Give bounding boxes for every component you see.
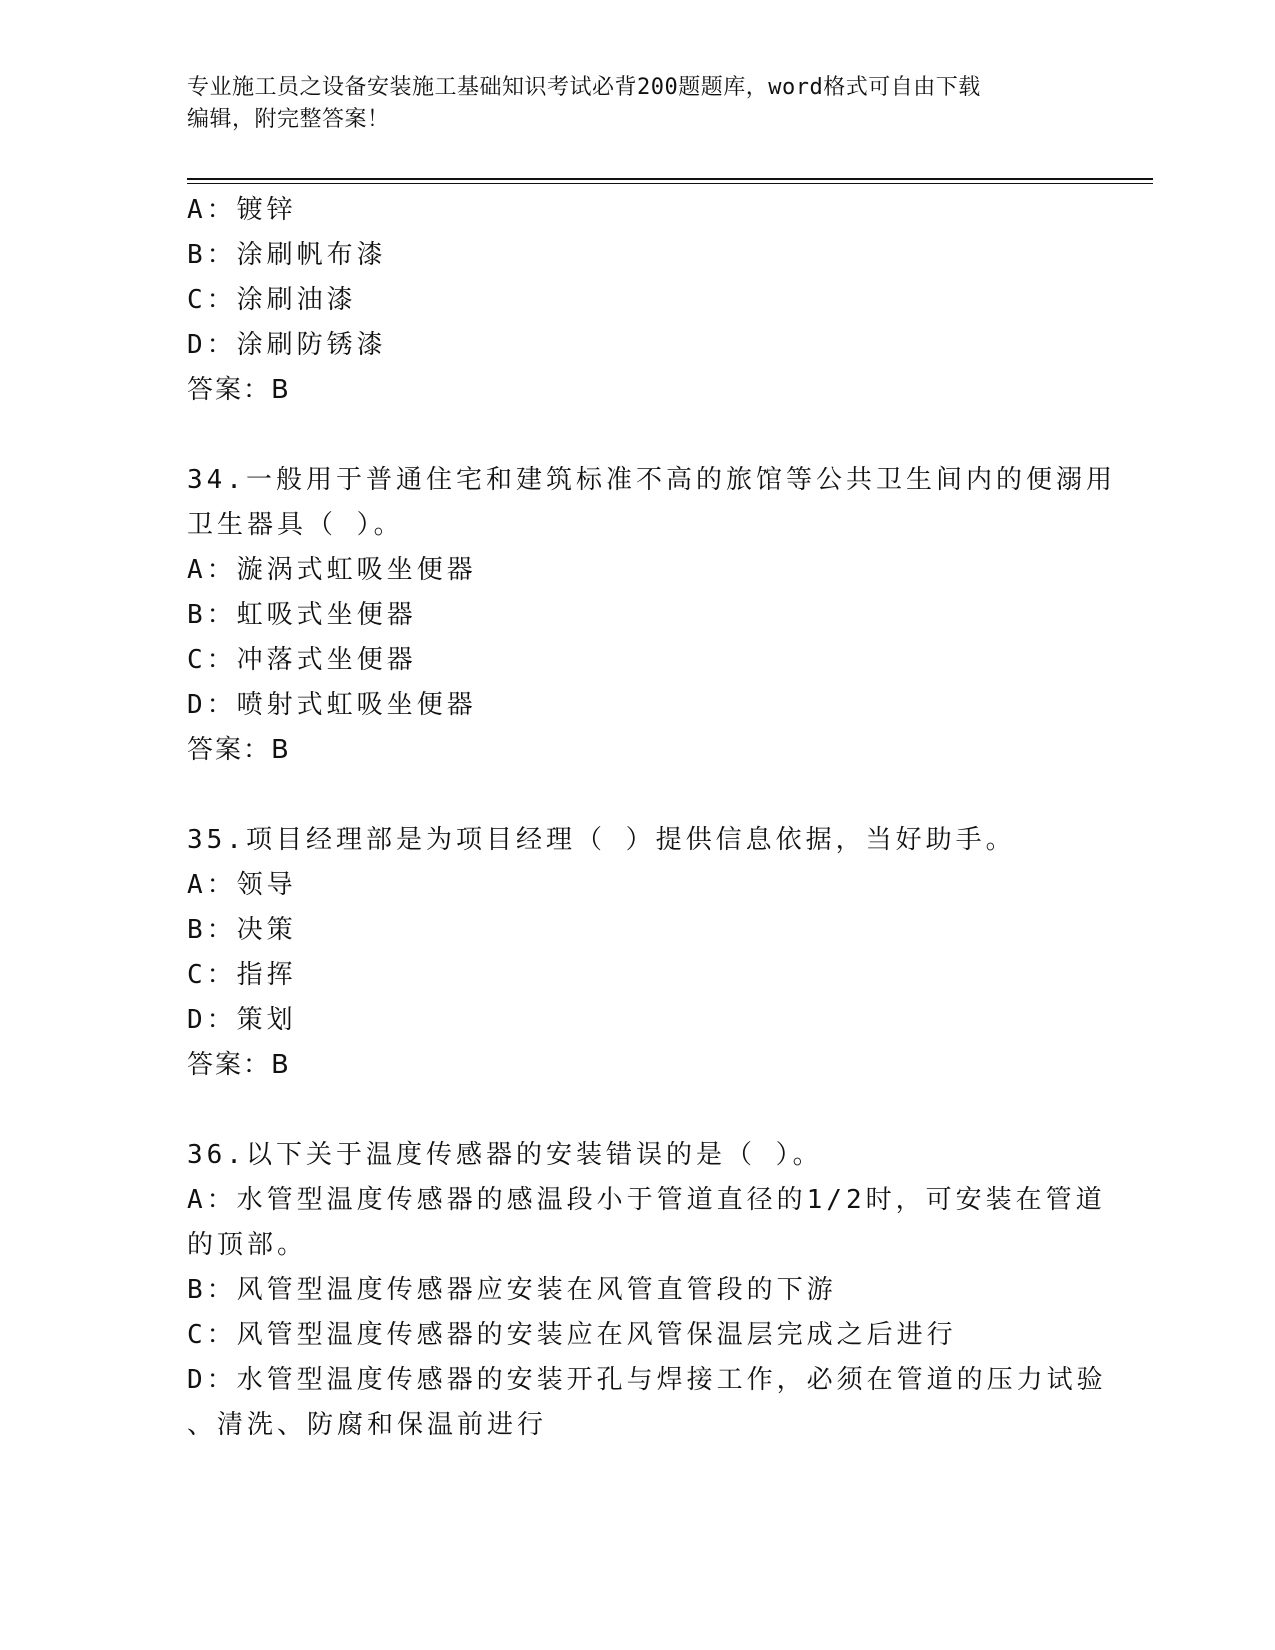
header-divider-thick: [187, 178, 1153, 180]
q33-option-c: C：涂刷油漆: [187, 285, 357, 315]
header-line-1: 专业施工员之设备安装施工基础知识考试必背200题题库，word格式可自由下载: [187, 75, 981, 100]
q35-option-d: D：策划: [187, 1005, 297, 1035]
q34-stem-line-1: 34.一般用于普通住宅和建筑标准不高的旅馆等公共卫生间内的便溺用: [187, 465, 1116, 495]
q36-option-d-line-1: D：水管型温度传感器的安装开孔与焊接工作，必须在管道的压力试验: [187, 1365, 1107, 1395]
q36-stem: 36.以下关于温度传感器的安装错误的是（ ）。: [187, 1140, 823, 1170]
q34-answer: 答案：B: [187, 735, 291, 765]
q34-stem-line-2: 卫生器具（ ）。: [187, 510, 404, 540]
q35-stem: 35.项目经理部是为项目经理（ ）提供信息依据，当好助手。: [187, 825, 1016, 855]
q35-option-b: B：决策: [187, 915, 297, 945]
q36-option-a-line-2: 的顶部。: [187, 1230, 308, 1260]
q33-option-a: A：镀锌: [187, 195, 297, 225]
q36-option-d-line-2: 、清洗、防腐和保温前进行: [187, 1410, 548, 1440]
q34-option-a: A：漩涡式虹吸坐便器: [187, 555, 477, 585]
q35-option-c: C：指挥: [187, 960, 297, 990]
q36-option-a-line-1: A：水管型温度传感器的感温段小于管道直径的1/2时，可安装在管道: [187, 1185, 1106, 1215]
q34-option-d: D：喷射式虹吸坐便器: [187, 690, 477, 720]
q33-option-d: D：涂刷防锈漆: [187, 330, 387, 360]
q33-option-b: B：涂刷帆布漆: [187, 240, 387, 270]
q34-option-c: C：冲落式坐便器: [187, 645, 417, 675]
page-header: [187, 72, 1087, 136]
q33-answer: 答案：B: [187, 375, 291, 405]
header-line-2: 编辑，附完整答案！: [187, 107, 390, 132]
q36-option-c: C：风管型温度传感器的安装应在风管保温层完成之后进行: [187, 1320, 957, 1350]
q36-option-b: B：风管型温度传感器应安装在风管直管段的下游: [187, 1275, 837, 1305]
q35-answer: 答案：B: [187, 1050, 291, 1080]
q34-option-b: B：虹吸式坐便器: [187, 600, 417, 630]
q35-option-a: A：领导: [187, 870, 297, 900]
header-divider-thin: [187, 183, 1153, 184]
